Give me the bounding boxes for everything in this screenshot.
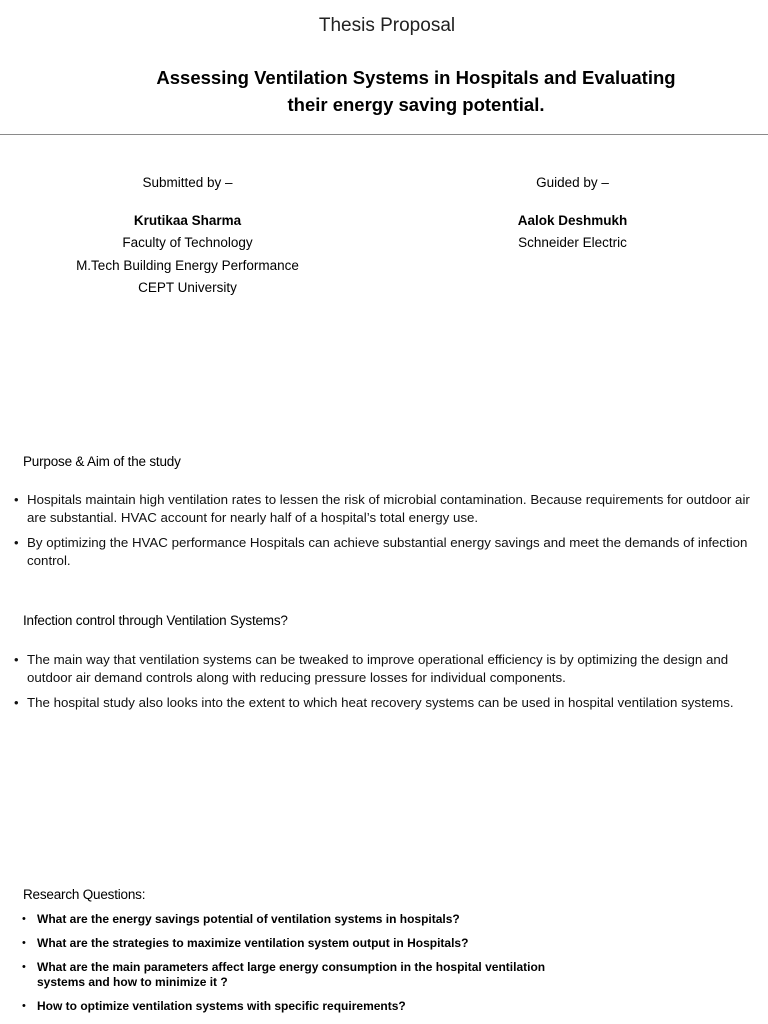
bullet-icon: •	[22, 961, 26, 973]
infection-bullet-list	[13, 651, 753, 719]
author-university: CEPT University	[138, 280, 237, 296]
list-item	[20, 999, 740, 1014]
list-item	[13, 651, 753, 687]
purpose-heading: Purpose & Aim of the study	[23, 454, 181, 469]
guide-name: Aalok Deshmukh	[517, 212, 628, 228]
header-divider	[0, 134, 768, 135]
document-title	[130, 64, 702, 118]
author-program: M.Tech Building Energy Performance	[76, 257, 299, 273]
submitted-by-block	[40, 172, 335, 300]
bullet-icon: •	[14, 652, 19, 667]
guided-by-caption: Guided by –	[536, 175, 609, 190]
guide-organization: Schneider Electric	[518, 235, 627, 251]
title-line-2: their energy saving potential.	[287, 94, 545, 115]
list-item	[13, 534, 753, 570]
author-name: Krutikaa Sharma	[133, 212, 242, 228]
bullet-text: The main way that ventilation systems can be tweaked to improve operational efficiency is by optimizing the design and outdoor air demand controls along with reducing pressure losses for individual components.	[27, 652, 729, 685]
infection-heading: Infection control through Ventilation Systems?	[23, 613, 288, 628]
bullet-icon: •	[14, 535, 19, 550]
question-text: What are the strategies to maximize ventilation system output in Hospitals?	[37, 936, 469, 950]
bullet-icon: •	[14, 492, 19, 507]
bullet-text: By optimizing the HVAC performance Hospitals can achieve substantial energy savings and meet the demands of infection control.	[27, 535, 748, 568]
bullet-icon: •	[22, 1000, 26, 1012]
bullet-text: The hospital study also looks into the extent to which heat recovery systems can be used in hospital ventilation systems.	[27, 695, 734, 710]
bullet-icon: •	[22, 937, 26, 949]
document-label: Thesis Proposal	[318, 15, 456, 36]
purpose-bullet-list	[13, 491, 753, 577]
submitted-by-caption: Submitted by –	[142, 175, 233, 190]
question-text: How to optimize ventilation systems with specific requirements?	[37, 999, 406, 1013]
list-item	[13, 694, 753, 712]
guided-by-block	[440, 172, 705, 255]
research-questions-list	[20, 912, 740, 1023]
author-faculty: Faculty of Technology	[122, 235, 253, 251]
question-text: What are the energy savings potential of ventilation systems in hospitals?	[37, 912, 460, 926]
research-questions-heading: Research Questions:	[23, 887, 146, 902]
list-item	[20, 960, 740, 990]
list-item	[20, 912, 740, 927]
bullet-icon: •	[14, 695, 19, 710]
bullet-icon: •	[22, 913, 26, 925]
list-item	[20, 936, 740, 951]
title-line-1: Assessing Ventilation Systems in Hospitals and Evaluating	[156, 67, 676, 88]
list-item	[13, 491, 753, 527]
bullet-text: Hospitals maintain high ventilation rates to lessen the risk of microbial contamination. Because requirements for outdoor air are substantial. HVAC account for nearly half of a hospital’s total energy use.	[27, 492, 750, 525]
question-text: What are the main parameters affect large energy consumption in the hospital ventilation systems and how to minimize it ?	[37, 960, 546, 989]
